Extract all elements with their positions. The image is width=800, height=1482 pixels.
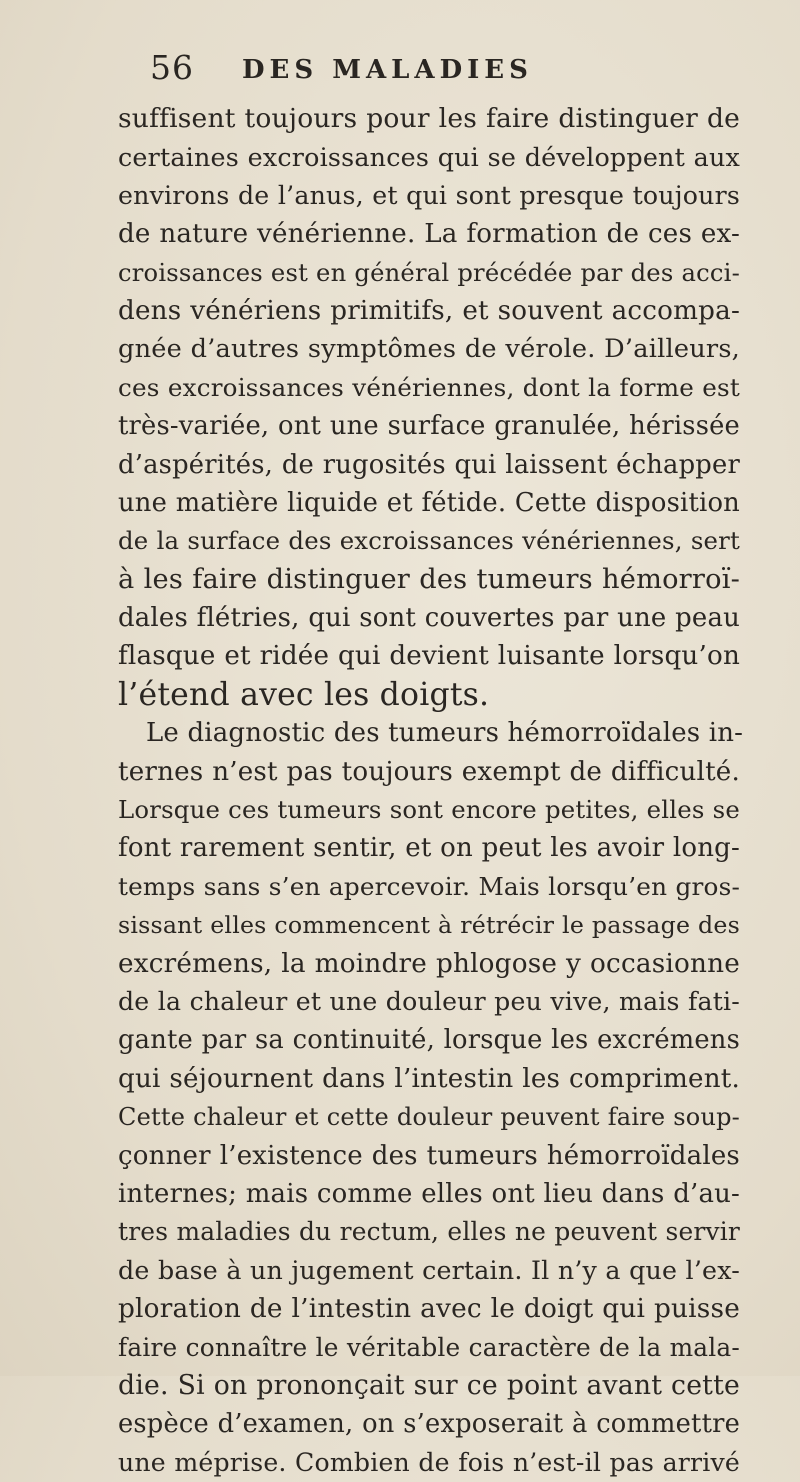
- text-line: ternes n’est pas toujours exempt de difficulté.: [118, 756, 740, 787]
- paragraph-start-line: Le diagnostic des tumeurs hémorroïdales in-: [146, 718, 744, 749]
- text-line: gnée d’autres symptômes de vérole. D’ailleurs,: [118, 334, 740, 365]
- text-line: temps sans s’en apercevoir. Mais lorsqu’en gros-: [118, 871, 740, 901]
- running-title: DES MALADIES: [242, 55, 533, 85]
- text-line: dales flétries, qui sont couvertes par une peau: [118, 603, 740, 634]
- text-line: de base à un jugement certain. Il n’y a que l’ex-: [118, 1255, 740, 1285]
- text-line: excrémens, la moindre phlogose y occasionne: [118, 948, 740, 979]
- text-line: sissant elles commencent à rétrécir le passage des: [118, 911, 740, 940]
- text-line: flasque et ridée qui devient luisante lorsqu’on: [118, 641, 740, 672]
- paragraph-end-line: l’étend avec les doigts.: [118, 676, 490, 713]
- text-line: d’aspérités, de rugosités qui laissent échapper: [118, 449, 740, 480]
- running-head: [150, 44, 770, 92]
- text-line: environs de l’anus, et qui sont presque toujours: [118, 180, 740, 210]
- text-line: font rarement sentir, et on peut les avoir long-: [118, 833, 740, 864]
- text-line: Cette chaleur et cette douleur peuvent faire soup-: [118, 1103, 740, 1132]
- text-line: gante par sa continuité, lorsque les excrémens: [118, 1025, 740, 1056]
- text-line: internes; mais comme elles ont lieu dans d’au-: [118, 1178, 740, 1209]
- text-line: die. Si on prononçait sur ce point avant cette: [118, 1369, 740, 1401]
- text-line: ces excroissances vénériennes, dont la forme est: [118, 372, 740, 402]
- text-line: suffisent toujours pour les faire distinguer de: [118, 103, 740, 134]
- text-line: faire connaître le véritable caractère de la mala-: [118, 1332, 740, 1362]
- text-line: de nature vénérienne. La formation de ces ex-: [118, 219, 740, 250]
- text-line: à les faire distinguer des tumeurs hémorroï-: [118, 563, 740, 595]
- text-line: croissances est en général précédée par des acci-: [118, 258, 740, 287]
- text-line: Lorsque ces tumeurs sont encore petites, elles se: [118, 795, 740, 825]
- text-line: une matière liquide et fétide. Cette disposition: [118, 487, 740, 518]
- text-line: de la surface des excroissances vénériennes, sert: [118, 526, 740, 556]
- text-line: de la chaleur et une douleur peu vive, mais fati-: [118, 986, 740, 1016]
- text-line: qui séjournent dans l’intestin les compriment.: [118, 1063, 740, 1094]
- body-text: [118, 100, 744, 1482]
- text-line: tres maladies du rectum, elles ne peuvent servir: [118, 1217, 740, 1247]
- text-line: une méprise. Combien de fois n’est-il pas arrivé: [118, 1447, 740, 1477]
- text-line: très-variée, ont une surface granulée, hérissée: [118, 411, 740, 442]
- text-line: dens vénériens primitifs, et souvent accompa-: [118, 295, 740, 326]
- text-line: espèce d’examen, on s’exposerait à commettre: [118, 1409, 740, 1440]
- page-number: 56: [150, 48, 194, 87]
- text-line: ploration de l’intestin avec le doigt qui puisse: [118, 1294, 740, 1325]
- text-line: çonner l’existence des tumeurs hémorroïdales: [118, 1140, 740, 1171]
- text-line: certaines excroissances qui se développent aux: [118, 142, 740, 173]
